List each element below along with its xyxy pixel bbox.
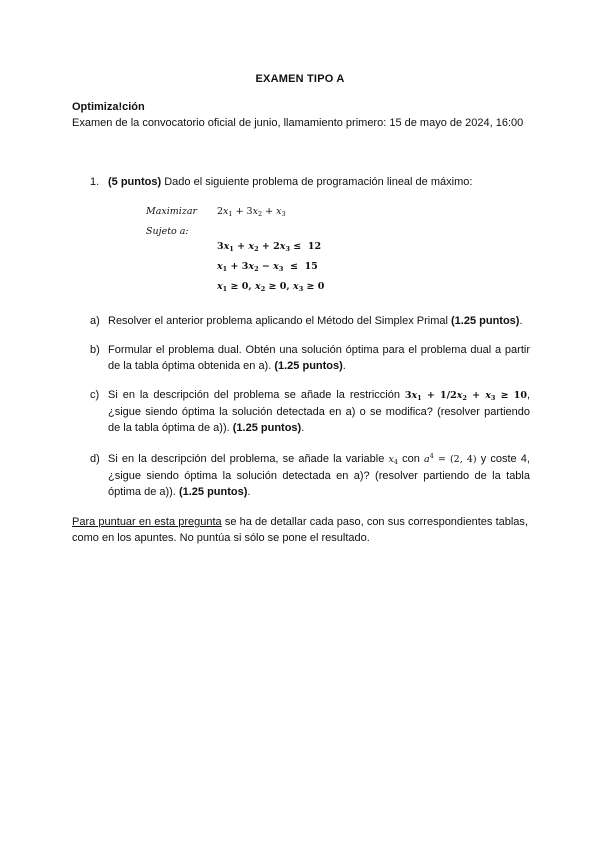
subject-name: Optimiza!ción (72, 101, 145, 113)
item-b-text: Formular el problema dual. Obtén una solución óptima para el problema dual a partir de la tabla óptima obtenida en a). (108, 344, 530, 372)
scoring-note-underlined: Para puntuar en esta pregunta (72, 516, 222, 528)
constraint-2: $x_1 + 3x_2 - x_3 \le 15$ (217, 261, 318, 273)
constraint-1: $3x_1 + x_2 + 2x_3 \le 12$ (217, 241, 322, 253)
item-a-points: (1.25 puntos) (451, 315, 520, 327)
item-d-text-before: Si en la descripción del problema, se añade la variable (108, 453, 385, 465)
item-d-column: $a^4 = (2$, 4) (424, 451, 477, 465)
item-a-label: a) (90, 315, 100, 327)
item-c-points: (1.25 puntos) (232, 422, 302, 434)
item-b (90, 342, 530, 374)
question-text: Dado el siguiente problema de programación lineal de máximo: (164, 176, 473, 188)
objective-function: $2x_1 + 3x_2 + x_3$ (217, 206, 286, 218)
item-d-cost: y coste 4 (480, 453, 527, 465)
item-b-end: . (342, 360, 346, 372)
question-number: 1. (90, 176, 100, 188)
item-a-text: Resolver el anterior problema aplicando el Método del Simplex Primal (108, 315, 448, 327)
item-a (90, 313, 530, 329)
item-c-text-before: Si en la descripción del problema se añade la restricción (108, 389, 400, 401)
item-b-points: (1.25 puntos) (274, 360, 343, 372)
exam-title: EXAMEN TIPO A (255, 73, 345, 85)
scoring-note (72, 514, 528, 546)
maximize-label: Maximizar (146, 206, 198, 217)
scoring-note-text: se ha de detallar cada paso, con sus correspondientes tablas, como en los apuntes. No puntúa si sólo se pone el resultado. (72, 516, 528, 544)
item-c-label: c) (90, 389, 100, 401)
question-points: (5 puntos) (108, 176, 162, 188)
item-d (90, 451, 530, 500)
item-c-constraint: $3x_1 + 1/2x_2 + x_3 \ge 10$ (404, 390, 527, 402)
item-d-end: . (247, 486, 251, 498)
item-c (90, 387, 530, 436)
item-d-text-after: , ¿sigue siendo óptima la solución detectada en a)? (resolver partiendo de la tabla óptima de a)). (108, 453, 530, 498)
item-a-end: . (519, 315, 523, 327)
item-d-text-mid: con (402, 453, 420, 465)
item-d-points: (1.25 puntos) (178, 486, 248, 498)
item-d-variable: $x_4$ (388, 454, 398, 466)
exam-info: Examen de la convocatorio oficial de junio, llamamiento primero: 15 de mayo de 2024, 16:00 (72, 117, 524, 129)
item-c-text-after: , ¿sigue siendo óptima la solución detectada en a) o se modifica? (resolver partiendo de la tabla óptima de a)). (108, 389, 530, 434)
subject-to-label: Sujeto a: (146, 226, 189, 237)
question-1-statement (90, 176, 472, 188)
nonnegativity: $x_1 \ge 0$, $x_2 \ge 0$, $x_3 \ge 0$ (217, 281, 325, 293)
item-d-label: d) (90, 453, 100, 465)
item-b-label: b) (90, 344, 100, 356)
item-c-end: . (301, 422, 305, 434)
